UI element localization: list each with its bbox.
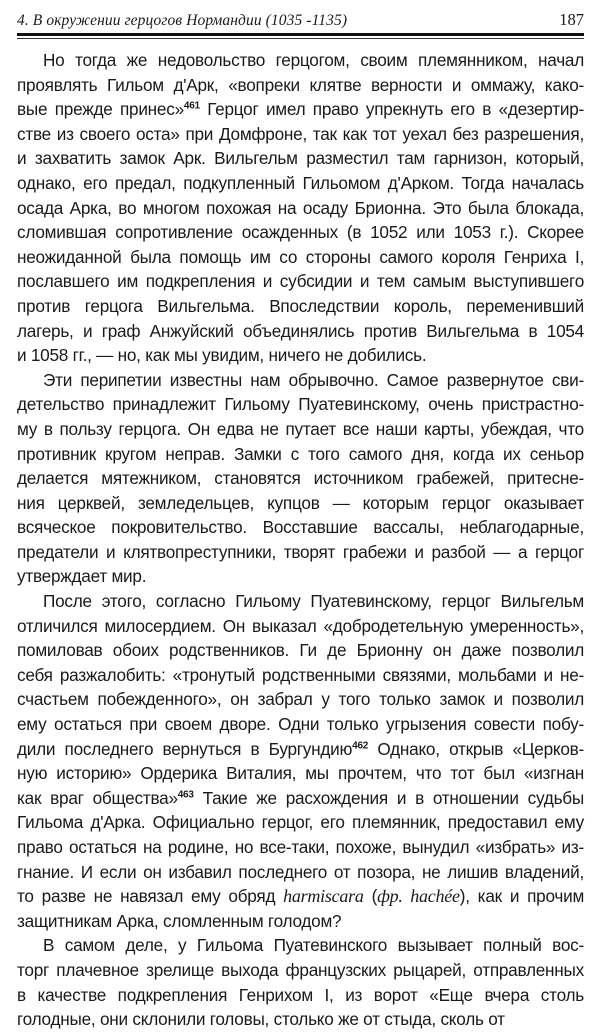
line-text: пославшего им подкрепления и субсидии и тем самым выступившего — [17, 271, 584, 292]
text-line — [17, 810, 584, 835]
line-text: голодные, они склонили головы, столько же от стыда, сколь от — [17, 1009, 505, 1030]
line-text: ), как и прочим — [459, 886, 585, 907]
book-page — [17, 0, 585, 1030]
line-text: как враг общества» — [17, 787, 178, 808]
line-text: счастьем побежденного», он забрал у того только замок и позволил — [17, 689, 584, 710]
line-text: неожиданной была помощь им со стороны самого короля Генриха I, — [17, 246, 584, 267]
line-text: Однако, открыв «Церков- — [368, 738, 584, 759]
text-line — [17, 983, 584, 1008]
text-line — [17, 860, 584, 885]
chapter-running-title: 4. В окружении герцогов Нормандии (1035 -1135) — [17, 12, 348, 29]
line-text: лагерь, и граф Анжуйский объединялись против Вильгельма в 1054 — [17, 320, 584, 341]
line-text: ния церквей, земледельцев, купцов — которым герцог оказывает — [17, 492, 584, 513]
text-line — [17, 786, 584, 811]
text-line — [17, 663, 584, 688]
line-text: предатели и клятвопреступники, творят грабежи и разбой — а герцог — [17, 541, 584, 562]
line-text: делается мятежником, становятся источником грабежей, притесне- — [17, 468, 584, 489]
line-text: После этого, согласно Гильому Пуатевинскому, герцог Вильгельм — [43, 591, 584, 612]
header-rule-thin — [17, 38, 584, 39]
text-line — [17, 761, 584, 786]
text-line — [17, 122, 584, 147]
line-text: ему остаться при своем дворе. Одни только угрызения совести побу- — [17, 714, 584, 735]
line-text: утверждает мир. — [17, 566, 147, 587]
line-text: Но тогда же недовольство герцогом, своим племянником, начал — [43, 50, 584, 70]
text-line — [17, 294, 584, 319]
text-line — [17, 146, 584, 171]
footnote-marker[interactable]: 463 — [177, 789, 194, 801]
line-text: сломившая сопротивление осажденных (в 1052 или 1053 г.). Скорее — [17, 222, 584, 243]
text-line — [17, 909, 584, 934]
text-line — [17, 269, 584, 294]
footnote-marker[interactable]: 461 — [183, 100, 200, 112]
text-line — [17, 466, 584, 491]
line-text: стве из своего оста» при Домфроне, так как тот уехал без разрешения, — [17, 123, 584, 144]
line-text: осада Арка, во многом похожая на осаду Брионна. Это была блокада, — [17, 197, 584, 218]
text-line — [17, 196, 584, 221]
line-text: в качестве подкрепления Генрихом I, из ворот «Еще вчера столь — [17, 984, 584, 1005]
text-line — [17, 564, 584, 589]
paragraph — [17, 933, 584, 1031]
line-text: Герцог имел право упрекнуть его в «дезертир- — [199, 99, 584, 120]
line-text: отличился милосердием. Он выказал «добродетельную умеренность», — [17, 615, 584, 636]
text-line — [17, 220, 584, 245]
text-line — [17, 491, 584, 516]
text-line — [17, 687, 584, 712]
line-text: дили последнего вернуться в Бургундию — [17, 738, 353, 759]
paragraph — [17, 368, 584, 589]
text-line — [17, 515, 584, 540]
text-line — [17, 638, 584, 663]
text-line — [17, 540, 584, 565]
line-text: ную историю» Ордерика Виталия, мы прочтем, что тот был «изгнан — [17, 763, 584, 784]
paragraph — [17, 589, 584, 933]
text-line — [17, 73, 584, 98]
line-text: торг плачевное зрелище выхода французских рыцарей, отправленных — [17, 959, 584, 980]
text-line — [17, 589, 584, 614]
line-text: Гильома д'Арка. Официально герцог, его племянник, предоставил ему — [17, 812, 584, 833]
text-line — [17, 368, 584, 393]
page-number: 187 — [559, 10, 584, 29]
text-line — [17, 171, 584, 196]
text-line — [17, 737, 584, 762]
line-text: му в пользу герцога. Он едва не путает все наши карты, убеждая, что — [17, 418, 584, 439]
text-line — [17, 392, 584, 417]
line-text: противник кругом неправ. Замки с того самого дня, когда их сеньор — [17, 443, 584, 464]
line-text: против герцога Вильгельма. Впоследствии король, переменивший — [17, 295, 584, 316]
text-line — [17, 48, 584, 73]
text-line — [17, 343, 584, 368]
footnote-marker[interactable]: 462 — [352, 739, 369, 751]
text-line — [17, 884, 584, 909]
text-line — [17, 417, 584, 442]
text-line — [17, 1007, 584, 1032]
line-text: однако, его предал, подкупленный Гильомом д'Арком. Тогда началась — [17, 172, 584, 193]
body-text — [17, 48, 584, 1032]
line-text: В самом деле, у Гильома Пуатевинского вызывает полный вос- — [43, 935, 584, 956]
line-text: помиловав обоих родственников. Ги де Брионну он даже позволил — [17, 640, 584, 661]
line-text: право остаться на родине, но все-таки, похоже, вынудил «избрать» из- — [17, 837, 584, 857]
line-text: всяческое покровительство. Восставшие вассалы, неблагодарные, — [17, 517, 584, 538]
text-line — [17, 442, 584, 467]
line-text: детельство принадлежит Гильому Пуатевинскому, очень пристрастно- — [17, 394, 584, 415]
text-line — [17, 97, 584, 122]
text-line — [17, 614, 584, 639]
line-text: защитникам Арка, сломленным голодом? — [17, 910, 342, 931]
text-line — [17, 835, 584, 860]
line-text: Эти перипетии известны нам обрывочно. Самое развернутое сви- — [43, 369, 584, 390]
text-line — [17, 958, 584, 983]
line-text: и 1058 гг., — но, как мы увидим, ничего не добились. — [17, 345, 427, 366]
line-text: Такие же расхождения и в отношении судьбы — [193, 787, 584, 808]
line-text: гнание. И если он избавил последнего от позора, не лишив владений, — [17, 861, 584, 882]
line-text: ( — [363, 886, 378, 907]
french-gloss: фр. hachée — [377, 886, 460, 907]
latin-term: harmiscara — [283, 886, 364, 907]
line-text: вые прежде принес» — [17, 99, 184, 120]
line-text: себя разжалобить: «тронутый родственными связями, мольбами и не- — [17, 664, 584, 685]
text-line — [17, 245, 584, 270]
line-text: то разве не навязал ему обряд — [17, 886, 284, 907]
header-rule-thick — [17, 33, 584, 36]
line-text: проявлять Гильом д'Арк, «вопреки клятве верности и оммажу, како- — [17, 74, 584, 95]
paragraph — [17, 48, 584, 368]
text-line — [17, 319, 584, 344]
text-line — [17, 933, 584, 958]
text-line — [17, 712, 584, 737]
line-text: и захватить замок Арк. Вильгельм разместил там гарнизон, который, — [17, 148, 584, 169]
running-header — [17, 0, 584, 32]
